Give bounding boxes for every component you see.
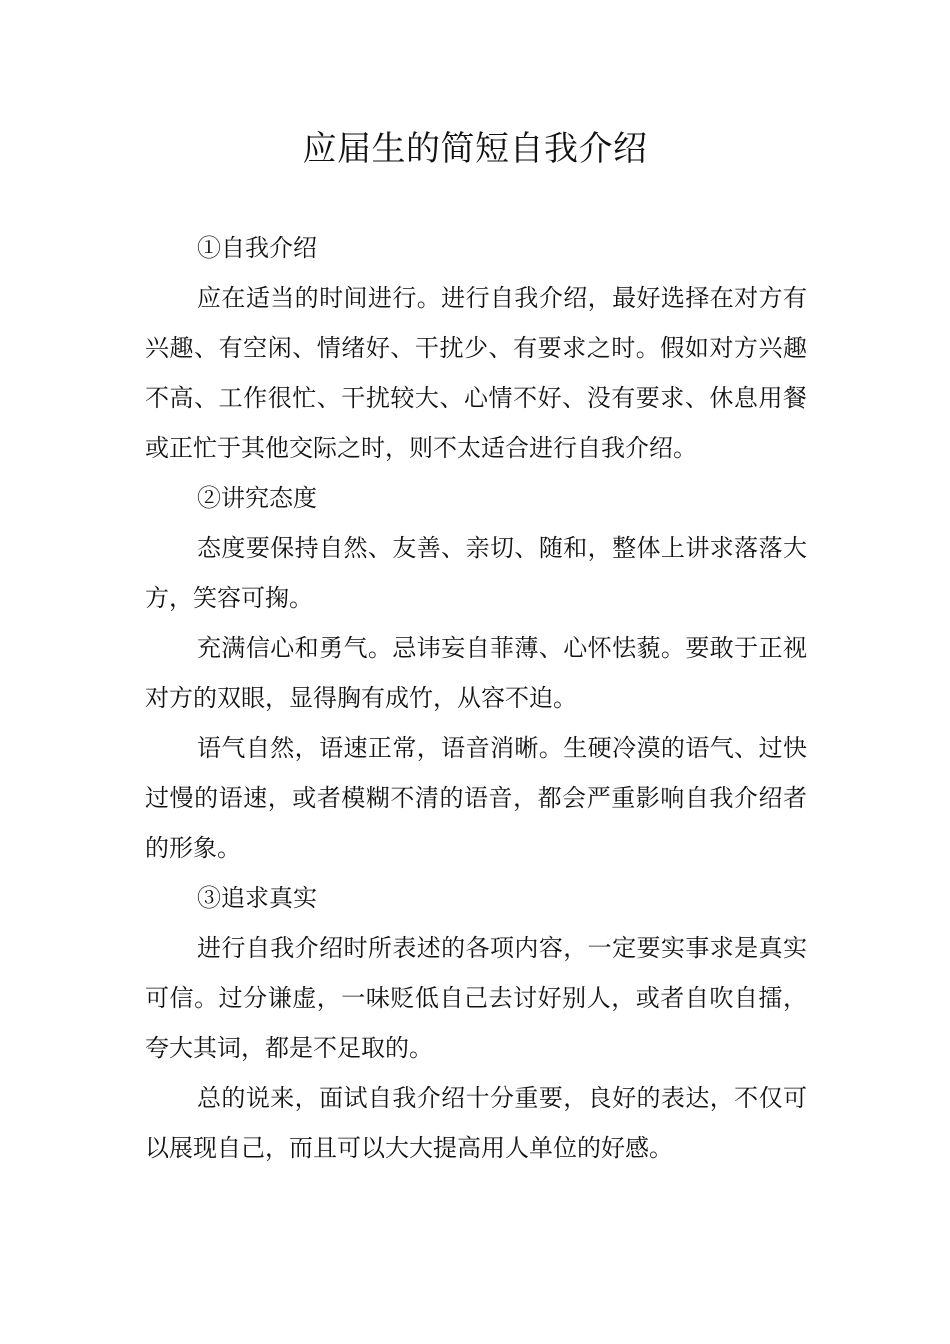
paragraph: 总的说来，面试自我介绍十分重要，良好的表达，不仅可以展现自己，而且可以大大提高用人单位的好感。 (145, 1084, 807, 1162)
paragraph: 态度要保持自然、友善、亲切、随和，整体上讲求落落大方，笑容可掬。 (145, 534, 807, 612)
paragraph: 进行自我介绍时所表述的各项内容，一定要实事求是真实可信。过分谦虚，一味贬低自己去讨好别人，或者自吹自擂，夸大其词，都是不足取的。 (145, 934, 807, 1062)
paragraph: 语气自然，语速正常，语音消晰。生硬冷漠的语气、过快过慢的语速，或者模糊不清的语音，都会严重影响自我介绍者的形象。 (145, 734, 807, 862)
paragraph: 充满信心和勇气。忌讳妄自菲薄、心怀怯藐。要敢于正视对方的双眼，显得胸有成竹，从容不迫。 (145, 634, 807, 712)
paragraph: 应在适当的时间进行。进行自我介绍，最好选择在对方有兴趣、有空闲、情绪好、干扰少、有要求之时。假如对方兴趣不高、工作很忙、干扰较大、心情不好、没有要求、休息用餐或正忙于其他交际之时，则不太适合进行自我介绍。 (145, 284, 807, 462)
section-heading-3: ③追求真实 (197, 884, 317, 912)
section-heading-1: ①自我介绍 (197, 234, 317, 262)
section-heading-2: ②讲究态度 (197, 484, 317, 512)
document-body (145, 223, 807, 1173)
document-title: 应届生的简短自我介绍 (302, 129, 648, 169)
